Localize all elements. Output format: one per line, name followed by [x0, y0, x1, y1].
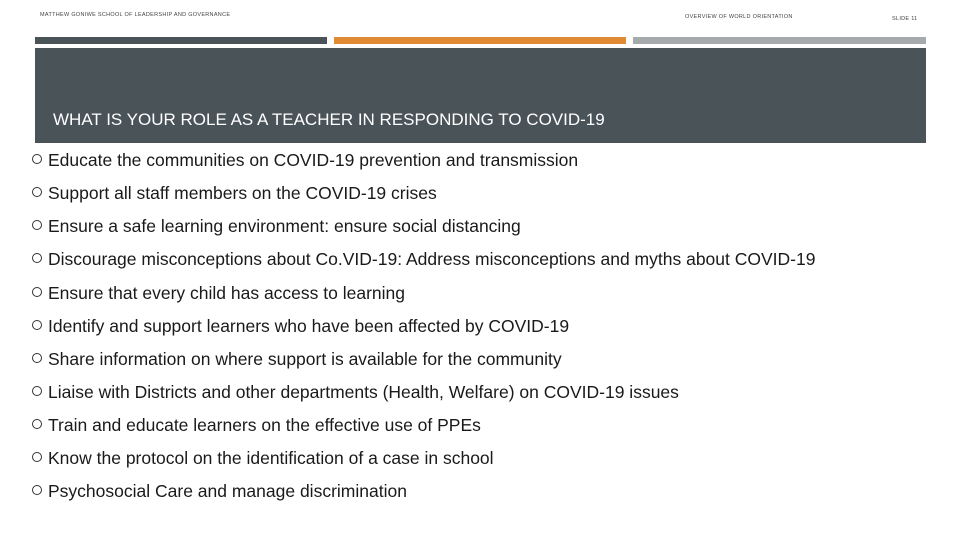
accent-bar-grey — [633, 37, 926, 44]
hollow-circle-icon — [32, 287, 42, 297]
list-item — [30, 381, 920, 404]
bullet-text: Train and educate learners on the effective use of PPEs — [48, 415, 481, 435]
hollow-circle-icon — [32, 485, 42, 495]
accent-bar-orange — [334, 37, 626, 44]
bullet-text: Support all staff members on the COVID-19 crises — [48, 183, 437, 203]
accent-bar-dark — [35, 37, 327, 44]
list-item — [30, 149, 920, 172]
list-item — [30, 282, 920, 305]
bullet-text: Identify and support learners who have been affected by COVID-19 — [48, 316, 570, 336]
bullet-text: Liaise with Districts and other departments (Health, Welfare) on COVID-19 issues — [48, 382, 679, 402]
slide-title: WHAT IS YOUR ROLE AS A TEACHER IN RESPONDING TO COVID-19 — [53, 110, 605, 129]
bullet-text: Ensure a safe learning environment: ensure social distancing — [48, 216, 521, 236]
list-item — [30, 182, 920, 205]
hollow-circle-icon — [32, 154, 42, 164]
list-item — [30, 248, 920, 271]
bullet-text: Ensure that every child has access to learning — [48, 283, 405, 303]
header-school-name: MATTHEW GONIWE SCHOOL OF LEADERSHIP AND GOVERNANCE — [40, 12, 231, 18]
hollow-circle-icon — [32, 220, 42, 230]
bullet-text: Psychosocial Care and manage discrimination — [48, 481, 407, 501]
list-item — [30, 348, 920, 371]
bullet-text: Know the protocol on the identification of a case in school — [48, 448, 494, 468]
list-item — [30, 414, 920, 437]
hollow-circle-icon — [32, 187, 42, 197]
title-band — [35, 48, 926, 143]
header-presentation-title: OVERVIEW OF WORLD ORIENTATION — [685, 14, 793, 20]
hollow-circle-icon — [32, 253, 42, 263]
hollow-circle-icon — [32, 419, 42, 429]
hollow-circle-icon — [32, 386, 42, 396]
list-item — [30, 215, 920, 238]
list-item — [30, 480, 920, 503]
list-item — [30, 315, 920, 338]
hollow-circle-icon — [32, 452, 42, 462]
list-item — [30, 447, 920, 470]
hollow-circle-icon — [32, 353, 42, 363]
bullet-text: Educate the communities on COVID-19 prevention and transmission — [48, 150, 579, 170]
bullet-list — [30, 149, 920, 513]
hollow-circle-icon — [32, 320, 42, 330]
header-slide-number: SLIDE 11 — [892, 16, 918, 22]
bullet-text: Discourage misconceptions about Co.VID-19: Address misconceptions and myths about COVID-19 — [48, 249, 816, 269]
bullet-text: Share information on where support is available for the community — [48, 349, 562, 369]
